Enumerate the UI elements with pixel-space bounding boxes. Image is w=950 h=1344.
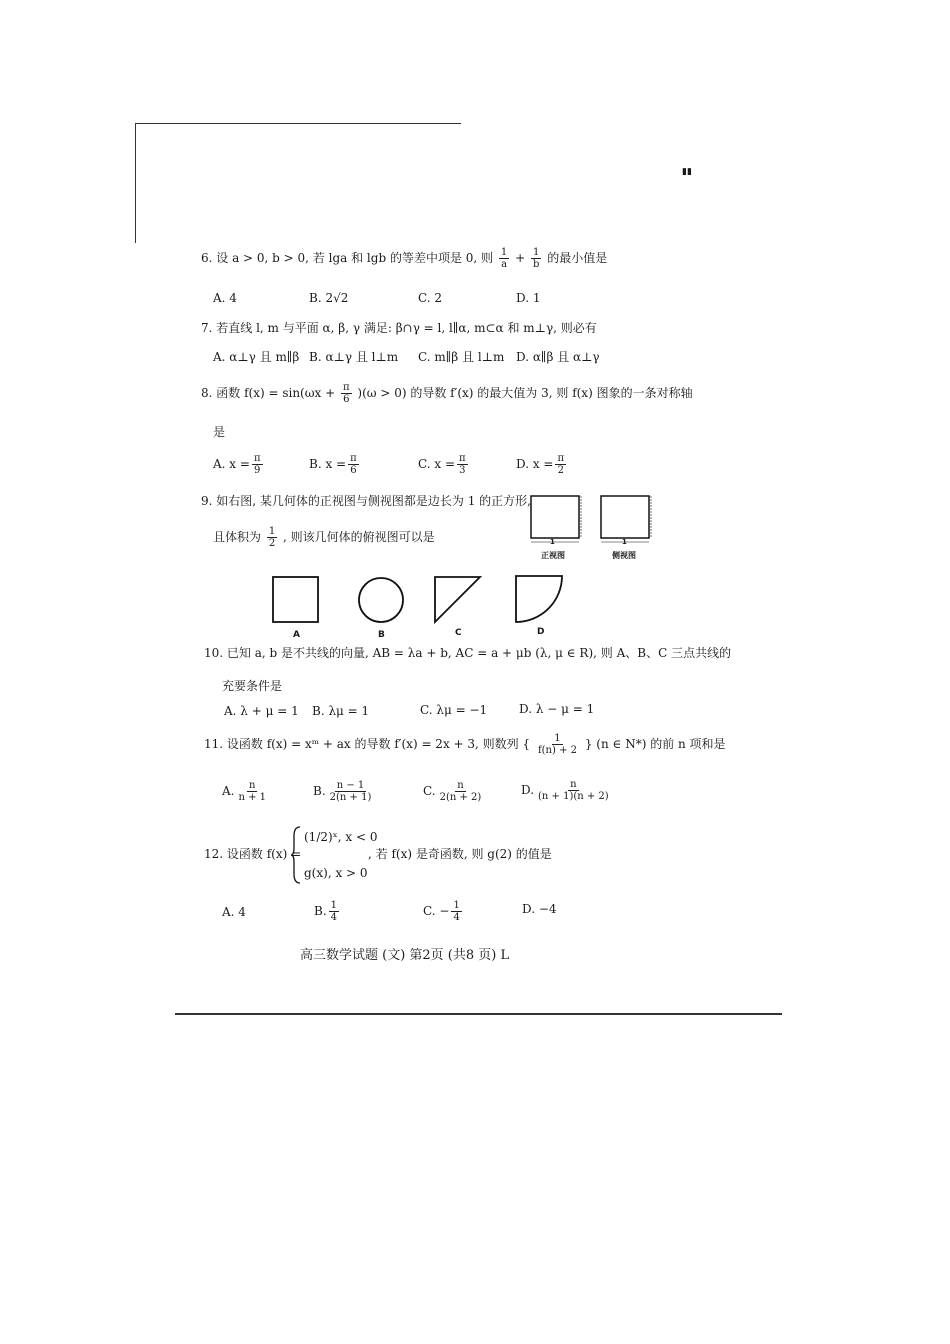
front-view-dim: 1 (550, 538, 555, 546)
q8-option-d: D. x = $\frac{\pi}{2}$ (516, 453, 565, 476)
q11-option-c: C. $\frac{n}{2(n + 2)}$ (423, 780, 482, 803)
q10-option-d: D. λ − μ = 1 (519, 702, 595, 716)
q9-stem-line2: 且体积为 $\frac{1}{2}$ , 则该几何体的俯视图可以是 (213, 526, 435, 549)
q7-option-c: C. m∥β 且 l⊥m (418, 350, 505, 364)
q9-option-b-circle (356, 576, 406, 626)
q10-stem: 10. 已知 a, b 是不共线的向量, AB = λa + b, AC = a + μb (λ, μ ∈ R), 则 A、B、C 三点共线的 (204, 646, 732, 660)
q9-option-c-triangle (434, 576, 484, 626)
q7-option-d: D. α∥β 且 α⊥γ (516, 350, 600, 364)
q8-option-a: A. x = $\frac{\pi}{9}$ (213, 453, 261, 476)
q12-option-a: A. 4 (222, 905, 246, 919)
q10-option-c: C. λμ = −1 (420, 703, 488, 717)
side-view-dim: 1 (622, 538, 627, 546)
q12-case-2: g(x), x > 0 (304, 866, 368, 880)
q12-case-1: (1/2)ˣ, x < 0 (304, 830, 378, 844)
q6-option-a: A. 4 (213, 291, 237, 305)
q8-option-b: B. x = $\frac{\pi}{6}$ (309, 453, 357, 476)
q11-frac: $\frac{1}{f(n) + 2}$ (537, 733, 577, 756)
q9-option-a-square (272, 576, 320, 624)
scan-border-left (135, 123, 136, 243)
q12-option-c: C. − $\frac{1}{4}$ (423, 900, 460, 923)
q12-stem-lead: 12. 设函数 f(x) = (204, 847, 302, 861)
q9-option-d-quarter-circle (515, 574, 567, 626)
page-marker: ▮▮ (682, 167, 692, 177)
q9-stem-line1: 9. 如右图, 某几何体的正视图与侧视图都是边长为 1 的正方形, (201, 494, 531, 508)
q12-stem-tail: , 若 f(x) 是奇函数, 则 g(2) 的值是 (368, 847, 552, 861)
front-view-figure (527, 494, 587, 546)
scan-border-top (136, 123, 461, 124)
q9-frac: $\frac{1}{2}$ (268, 526, 276, 549)
q7-option-b: B. α⊥γ 且 l⊥m (309, 350, 399, 364)
q11-stem: 11. 设函数 f(x) = xᵐ + ax 的导数 f′(x) = 2x + 3, 则数列 { $\frac{1}{f(n) + 2}$ } (n ∈ N*) 的前 n 项和是 (204, 733, 726, 756)
side-view-figure (597, 494, 657, 546)
q10-option-a: A. λ + μ = 1 (224, 704, 299, 718)
q8-stem-cont: 是 (213, 425, 226, 439)
q9-label-a: A (293, 630, 300, 640)
q7-stem: 7. 若直线 l, m 与平面 α, β, γ 满足: β∩γ = l, l∥α, m⊂α 和 m⊥γ, 则必有 (201, 321, 597, 335)
q9-label-d: D (537, 627, 545, 637)
q6-stem: 6. 设 a > 0, b > 0, 若 lga 和 lgb 的等差中项是 0, 则 $\frac{1}{a}$ + $\frac{1}{b}$ 的最小值是 (201, 247, 608, 270)
q12-option-d: D. −4 (522, 902, 557, 916)
q12-option-b: B. $\frac{1}{4}$ (314, 900, 338, 923)
q6-option-d: D. 1 (516, 291, 541, 305)
q9-label-b: B (378, 630, 385, 640)
q6-frac-2: $\frac{1}{b}$ (532, 247, 540, 270)
q8-frac: $\frac{\pi}{6}$ (343, 382, 350, 405)
q7-option-a: A. α⊥γ 且 m∥β (213, 350, 300, 364)
page-footer: 高三数学试题 (文) 第2页 (共8 页) L (300, 948, 510, 963)
q11-option-d: D. $\frac{n}{(n + 1)(n + 2)}$ (521, 779, 609, 802)
q6-option-c: C. 2 (418, 291, 443, 305)
q11-option-b: B. $\frac{n - 1}{2(n + 1)}$ (313, 780, 372, 803)
q10-option-b: B. λμ = 1 (312, 704, 370, 718)
q12-brace (290, 826, 302, 884)
q8-option-c: C. x = $\frac{\pi}{3}$ (418, 453, 466, 476)
scan-border-bottom (175, 1013, 782, 1015)
side-view-label: 侧视图 (612, 551, 636, 560)
q8-stem: 8. 函数 f(x) = sin(ωx + $\frac{\pi}{6}$ )(ω > 0) 的导数 f′(x) 的最大值为 3, 则 f(x) 图象的一条对称轴 (201, 382, 693, 405)
q6-option-b: B. 2√2 (309, 291, 349, 305)
q10-stem-cont: 充要条件是 (222, 679, 283, 693)
q6-frac-1: $\frac{1}{a}$ (500, 247, 508, 270)
front-view-label: 正视图 (541, 551, 565, 560)
q9-label-c: C (455, 628, 462, 638)
q11-option-a: A. $\frac{n}{n + 1}$ (222, 780, 267, 803)
